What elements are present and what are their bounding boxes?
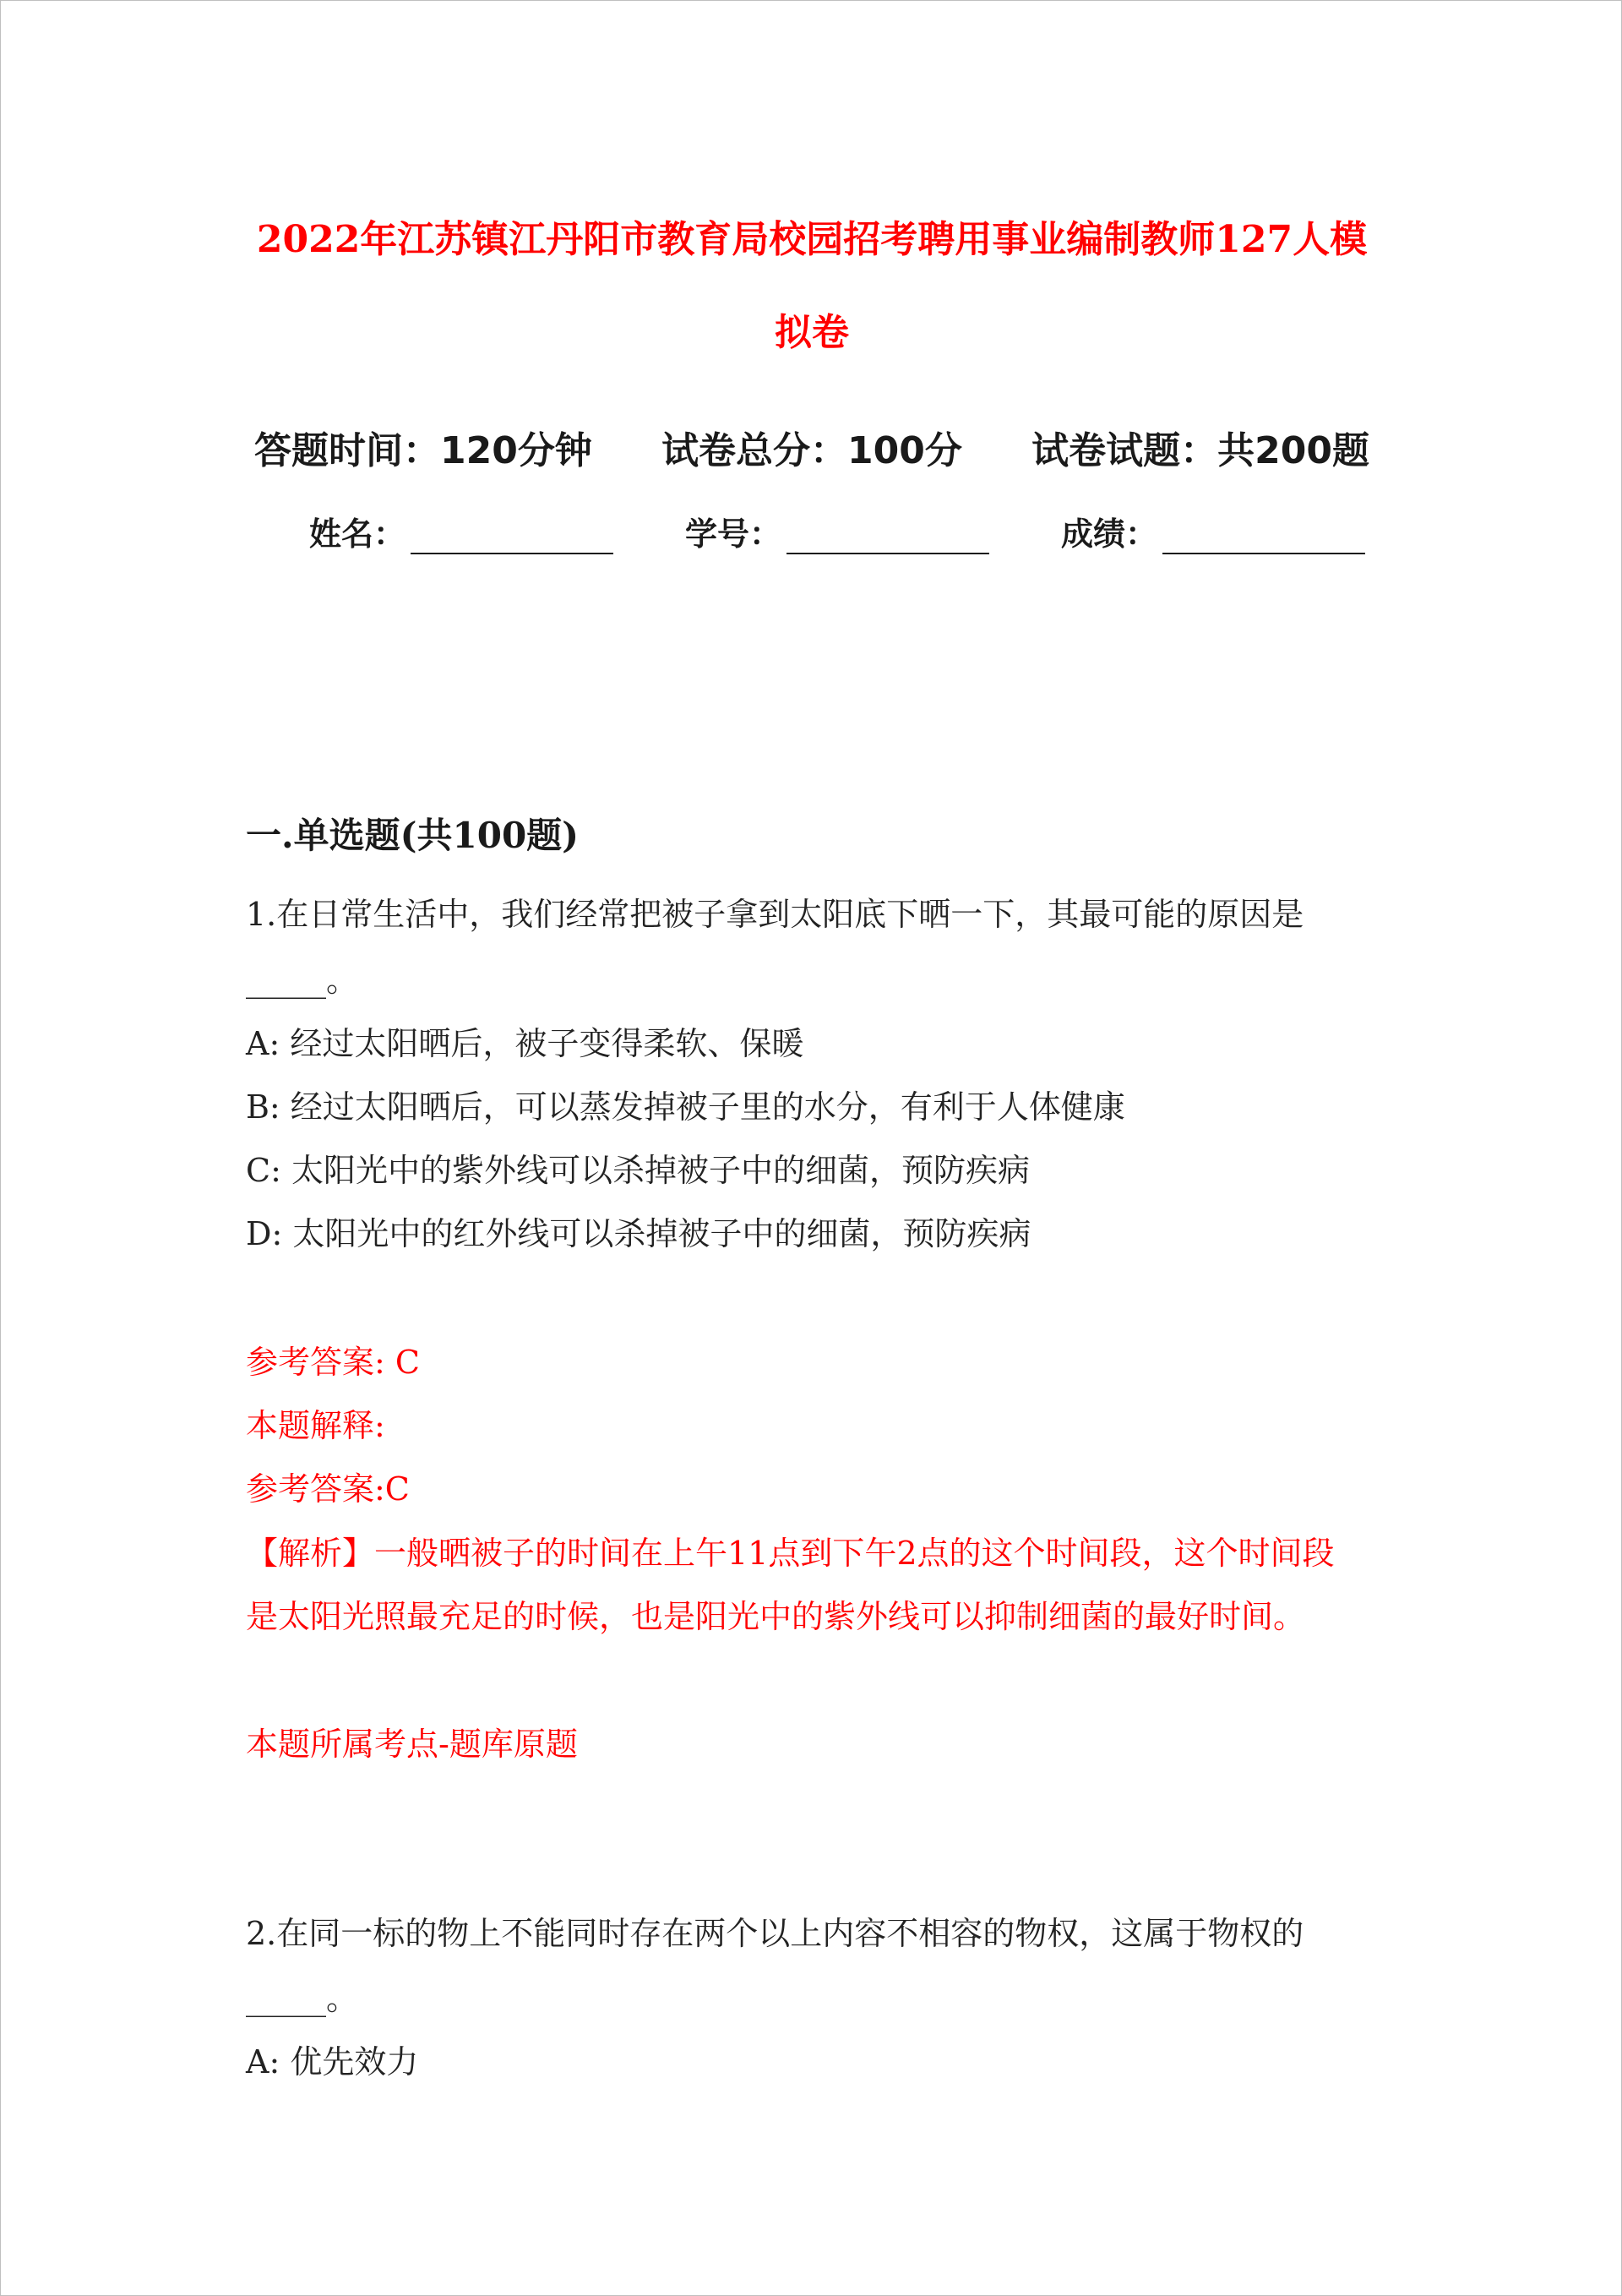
id-field — [685, 508, 989, 554]
id-label: 学号： — [684, 515, 781, 553]
section-heading: 一.单选题(共100题) — [246, 815, 580, 856]
score-blank — [1162, 527, 1365, 554]
q1-answer-repeat: 参考答案:C — [246, 1470, 410, 1508]
exam-question-count: 试卷试题：共200题 — [1031, 429, 1369, 472]
q1-analysis-line-2: 是太阳光照最充足的时候，也是阳光中的紫外线可以抑制细菌的最好时间。 — [246, 1598, 1306, 1635]
q1-stem-line-2: _____。 — [246, 962, 359, 999]
document-title — [170, 194, 1454, 379]
q2-stem-line-1: 2.在同一标的物上不能同时存在两个以上内容不相容的物权，这属于物权的 — [246, 1915, 1304, 1952]
q1-explain-label: 本题解释: — [246, 1407, 385, 1444]
q1-option-c: C: 太阳光中的紫外线可以杀掉被子中的细菌，预防疾病 — [246, 1152, 1030, 1189]
q1-option-a: A: 经过太阳晒后，被子变得柔软、保暖 — [246, 1025, 804, 1062]
name-label: 姓名： — [309, 515, 406, 553]
student-fields — [309, 508, 1365, 554]
exam-time: 答题时间：120分钟 — [254, 429, 592, 472]
name-blank — [411, 527, 613, 554]
id-blank — [787, 527, 989, 554]
title-line-2: 拟卷 — [775, 311, 849, 354]
q1-knowledge-point: 本题所属考点-题库原题 — [246, 1726, 578, 1763]
q2-option-a: A: 优先效力 — [246, 2043, 419, 2081]
q1-option-d: D: 太阳光中的红外线可以杀掉被子中的细菌，预防疾病 — [246, 1215, 1031, 1252]
score-label: 成绩： — [1060, 515, 1157, 553]
q1-answer: 参考答案: C — [246, 1344, 420, 1381]
q1-option-b: B: 经过太阳晒后，可以蒸发掉被子里的水分，有利于人体健康 — [246, 1088, 1125, 1126]
name-field — [309, 508, 613, 554]
q1-analysis-line-1: 【解析】一般晒被子的时间在上午11点到下午2点的这个时间段，这个时间段 — [246, 1535, 1335, 1572]
score-field — [1061, 508, 1365, 554]
title-line-1: 2022年江苏镇江丹阳市教育局校园招考聘用事业编制教师127人模 — [256, 218, 1368, 261]
q1-stem-line-1: 1.在日常生活中，我们经常把被子拿到太阳底下晒一下，其最可能的原因是 — [246, 896, 1304, 933]
q2-stem-line-2: _____。 — [246, 1980, 359, 2017]
exam-meta — [254, 420, 1369, 474]
exam-total-score: 试卷总分：100分 — [661, 429, 962, 472]
